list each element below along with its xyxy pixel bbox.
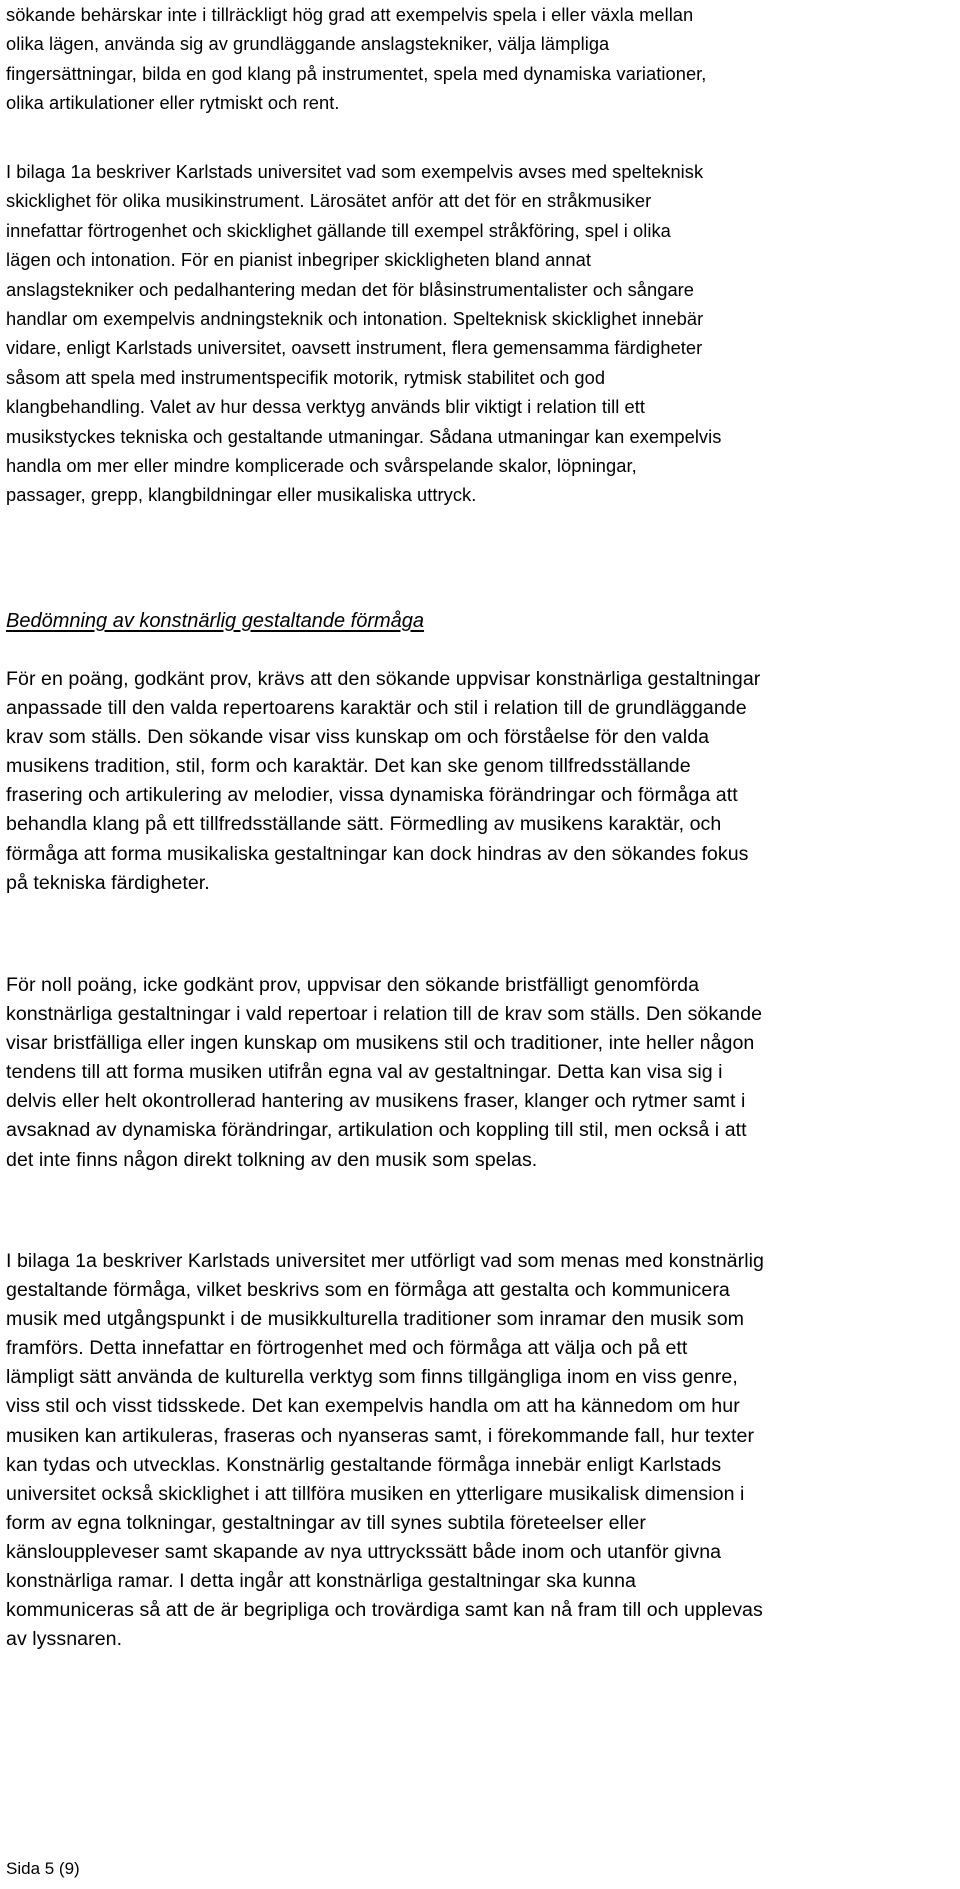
text-line: olika artikulationer eller rytmiskt och rent. [6,92,340,114]
text-line: anpassade till den valda repertoarens karaktär och stil i relation till de grundläggande [6,697,747,720]
text-line: avsaknad av dynamiska förändringar, artikulation och koppling till stil, men också i att [6,1119,747,1142]
text-line: på tekniska färdigheter. [6,871,210,894]
text-line: framförs. Detta innefattar en förtrogenhet med och förmåga att välja och på ett [6,1337,688,1360]
text-line: vidare, enligt Karlstads universitet, oavsett instrument, flera gemensamma färdigheter [6,337,703,359]
text-line: musik med utgångspunkt i de musikkulturella traditioner som inramar den musik som [6,1308,745,1331]
text-line: passager, grepp, klangbildningar eller musikaliska uttryck. [6,484,477,506]
text-line: musiken kan artikuleras, fraseras och nyanseras samt, i förekommande fall, hur texter [6,1424,755,1447]
text-line: olika lägen, använda sig av grundläggande anslagstekniker, välja lämpliga [6,33,610,55]
text-line: För noll poäng, icke godkänt prov, uppvisar den sökande bristfälligt genomförda [6,974,700,996]
text-line: konstnärliga gestaltningar i vald repertoar i relation till de krav som ställs. Den sökande [6,1003,763,1026]
text-line: sökande behärskar inte i tillräckligt hög grad att exempelvis spela i eller växla mellan [6,4,694,25]
text-line: delvis eller helt okontrollerad hantering av musikens fraser, klanger och rytmer samt i [6,1090,746,1113]
text-line: det inte finns någon direkt tolkning av den musik som spelas. [6,1148,538,1171]
text-line: krav som ställs. Den sökande visar viss kunskap om och förståelse för den valda [6,726,710,749]
text-line: klangbehandling. Valet av hur dessa verktyg används blir viktigt i relation till ett [6,396,645,418]
paragraph-zero-points-criteria [6,971,956,1175]
paragraph-one-point-criteria [6,665,956,898]
text-line: konstnärliga ramar. I detta ingår att konstnärliga gestaltningar ska kunna [6,1570,636,1593]
text-line: universitet också skicklighet i att tillföra musiken en ytterligare musikalisk dimension i [6,1482,745,1505]
text-line: lämpligt sätt använda de kulturella verktyg som finns tillgängliga inom en viss genre, [6,1366,738,1389]
text-line: tendens till att forma musiken utifrån egna val av gestaltningar. Detta kan visa sig i [6,1061,723,1084]
text-line: lägen och intonation. För en pianist inbegriper skickligheten bland annat [6,249,591,271]
paragraph-playing-technique-criteria [6,0,956,118]
text-line: gestaltande förmåga, vilket beskrivs som en förmåga att gestalta och kommunicera [6,1279,730,1302]
text-line: såsom att spela med instrumentspecifik motorik, rytmisk stabilitet och god [6,366,606,388]
text-line: kommuniceras så att de är begripliga och trovärdiga samt kan nå fram till och upplevas [6,1599,763,1622]
text-line: behandla klang på ett tillfredsställande sätt. Förmedling av musikens karaktär, och [6,813,722,836]
text-line: fingersättningar, bilda en god klang på instrumentet, spela med dynamiska variationer, [6,62,707,84]
text-line: visar bristfälliga eller ingen kunskap om musikens stil och traditioner, inte heller någon [6,1032,755,1055]
text-line: I bilaga 1a beskriver Karlstads universitet vad som exempelvis avses med spelteknisk [6,161,704,182]
text-line: handlar om exempelvis andningsteknik och intonation. Spelteknisk skicklighet innebär [6,308,704,330]
text-line: viss stil och visst tidsskede. Det kan exempelvis handla om att ha kännedom om hur [6,1395,740,1418]
text-line: handla om mer eller mindre komplicerade och svårspelande skalor, löpningar, [6,455,637,477]
text-line: av lyssnaren. [6,1628,123,1651]
text-line: kan tydas och utvecklas. Konstnärlig gestaltande förmåga innebär enligt Karlstads [6,1453,722,1476]
text-line: känslouppleveser samt skapande av nya uttryckssätt både inom och utanför givna [6,1540,722,1563]
text-line: förmåga att forma musikaliska gestaltningar kan dock hindras av den sökandes fokus [6,842,749,865]
text-line: frasering och artikulering av melodier, vissa dynamiska förändringar och förmåga att [6,784,738,807]
text-line: För en poäng, godkänt prov, krävs att den sökande uppvisar konstnärliga gestaltningar [6,668,761,690]
text-line: musikstyckes tekniska och gestaltande utmaningar. Sådana utmaningar kan exempelvis [6,425,722,447]
text-line: innefattar förtrogenhet och skicklighet gällande till exempel stråkföring, spel i olika [6,219,671,241]
text-line: I bilaga 1a beskriver Karlstads universitet mer utförligt vad som menas med konstnärlig [6,1250,764,1272]
paragraph-artistic-ability-description [6,1247,956,1654]
text-line: anslagstekniker och pedalhantering medan det för blåsinstrumentalister och sångare [6,278,695,300]
text-line: form av egna tolkningar, gestaltningar av till synes subtila företeelser eller [6,1511,646,1534]
paragraph-technical-skill-description [6,157,956,510]
section-heading: Bedömning av konstnärlig gestaltande förmåga [6,610,425,632]
page-number-footer: Sida 5 (9) [6,1859,80,1878]
text-line: skicklighet för olika musikinstrument. Lärosätet anför att det för en stråkmusiker [6,190,652,212]
text-line: musikens tradition, stil, form och karaktär. Det kan ske genom tillfredsställande [6,755,691,778]
